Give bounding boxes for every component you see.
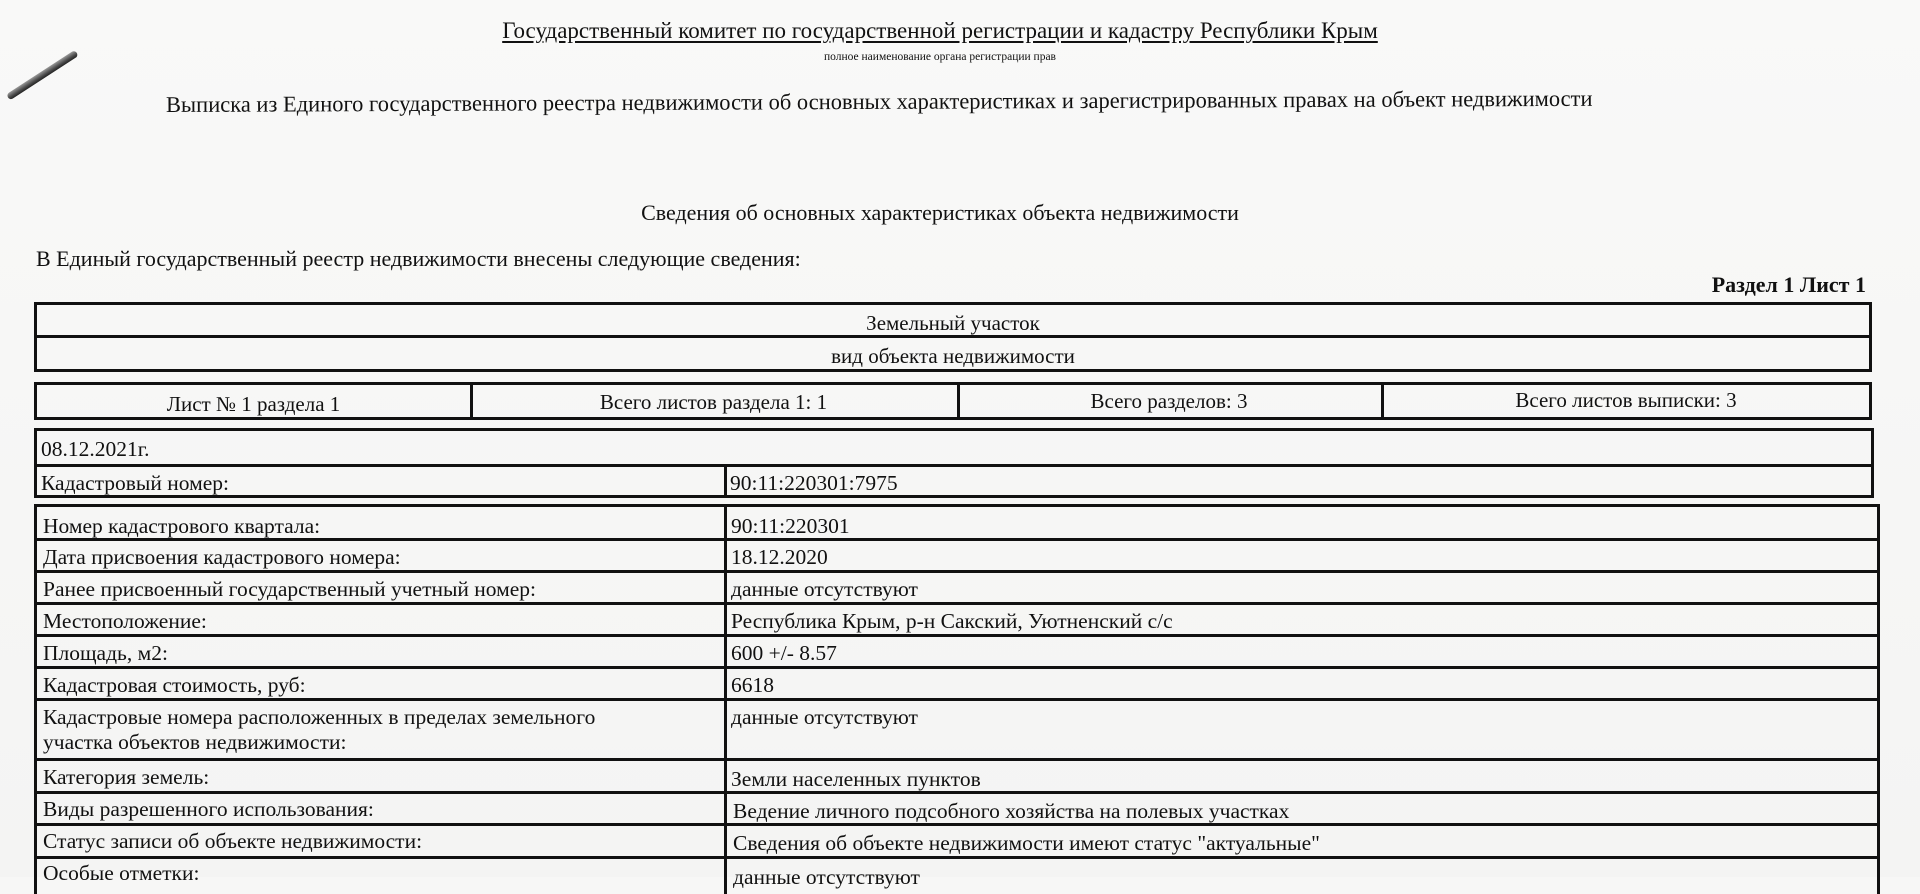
sheet-info-total-sections: Всего разделов: 3: [1090, 389, 1248, 413]
property-value: Сведения об объекте недвижимости имеют статус "актуальные": [733, 831, 1320, 855]
property-label: Виды разрешенного использования:: [43, 797, 374, 821]
property-label: Кадастровые номера расположенных в пределах земельного: [43, 705, 596, 729]
cadastral-number-label: Кадастровый номер:: [41, 471, 229, 495]
property-label: Категория земель:: [43, 765, 210, 789]
row-divider: [37, 538, 1877, 541]
divider: [37, 464, 1871, 467]
property-label-line2: участка объектов недвижимости:: [43, 730, 347, 754]
property-value: данные отсутствуют: [731, 705, 918, 729]
property-label: Кадастровая стоимость, руб:: [43, 673, 306, 697]
property-label: Площадь, м2:: [43, 641, 168, 665]
property-label: Статус записи об объекте недвижимости:: [43, 829, 423, 853]
row-divider: [37, 823, 1877, 826]
section-title: Сведения об основных характеристиках объекта недвижимости: [641, 200, 1239, 225]
organization-caption: полное наименование органа регистрации прав: [824, 51, 1056, 63]
property-value: данные отсутствуют: [731, 577, 918, 601]
property-value: 90:11:220301: [731, 514, 850, 538]
property-label: Дата присвоения кадастрового номера:: [43, 545, 401, 569]
intro-text: В Единый государственный реестр недвижимости внесены следующие сведения:: [36, 246, 801, 271]
property-value: Ведение личного подсобного хозяйства на полевых участках: [733, 799, 1290, 823]
row-divider: [37, 856, 1877, 859]
sheet-info-cell: [470, 385, 957, 417]
row-divider: [37, 758, 1877, 761]
sheet-info-cell: [37, 385, 470, 417]
object-type-value: Земельный участок: [866, 311, 1040, 335]
record-date: 08.12.2021г.: [41, 437, 150, 461]
row-divider: [37, 634, 1877, 637]
property-value: Земли населенных пунктов: [731, 767, 981, 791]
property-value: 600 +/- 8.57: [731, 641, 837, 665]
property-value: Республика Крым, р-н Сакский, Уютненский с/с: [731, 609, 1173, 633]
property-value: 18.12.2020: [731, 545, 828, 569]
row-divider: [37, 602, 1877, 605]
sheet-reference: Раздел 1 Лист 1: [1711, 272, 1866, 297]
divider: [724, 464, 727, 495]
row-divider: [37, 570, 1877, 573]
document-title: Выписка из Единого государственного реестра недвижимости об основных характеристиках и зарегистрированных правах на объект недвижимости: [165, 85, 1593, 117]
sheet-info-total-sheets: Всего листов выписки: 3: [1515, 388, 1737, 412]
properties-table: [34, 504, 1880, 894]
row-divider: [37, 698, 1877, 701]
row-divider: [37, 666, 1877, 669]
sheet-info-cell: [957, 385, 1381, 417]
sheet-info-cell: [1381, 385, 1871, 417]
object-type-caption: вид объекта недвижимости: [831, 344, 1075, 368]
organization-name: Государственный комитет по государственной регистрации и кадастру Республики Крым: [502, 18, 1378, 43]
sheet-info-box: [34, 382, 1872, 420]
sheet-info-section-sheets: Всего листов раздела 1: 1: [599, 390, 828, 414]
divider: [37, 335, 1869, 338]
cadastral-number-value: 90:11:220301:7975: [730, 471, 898, 495]
record-box: [34, 428, 1874, 498]
property-label: Номер кадастрового квартала:: [43, 514, 321, 538]
row-divider: [37, 791, 1877, 794]
property-value: данные отсутствуют: [733, 865, 920, 889]
sheet-info-sheet-no: Лист № 1 раздела 1: [166, 392, 341, 416]
property-label: Местоположение:: [43, 609, 207, 633]
property-label: Особые отметки:: [43, 861, 200, 885]
property-label: Ранее присвоенный государственный учетный номер:: [43, 577, 537, 601]
object-type-box: [34, 302, 1872, 372]
property-value: 6618: [731, 673, 774, 697]
